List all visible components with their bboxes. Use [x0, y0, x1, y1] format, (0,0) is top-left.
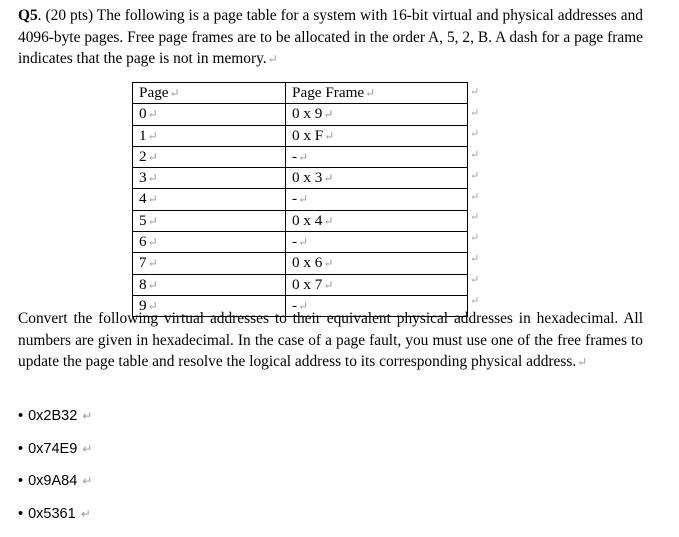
- question-label: Q5: [18, 7, 38, 24]
- page-frame-cell: [286, 168, 468, 189]
- address-value: 0x5361: [28, 506, 76, 522]
- bullet-icon: •: [18, 473, 24, 489]
- cell-text: 4: [139, 190, 147, 208]
- page-number-cell: [133, 104, 286, 125]
- table-row: [133, 125, 468, 146]
- page-number-cell: [133, 146, 286, 167]
- table-row: [133, 168, 468, 189]
- row-end-mark-icon: ↵: [470, 274, 480, 287]
- address-item: [18, 504, 91, 524]
- cell-text: -: [292, 233, 298, 251]
- cell-mark-icon: ↵: [323, 107, 334, 122]
- cell-text: 9: [139, 296, 147, 314]
- paragraph-mark-icon: ↵: [80, 507, 91, 521]
- row-end-mark-icon: ↵: [470, 232, 480, 245]
- cell-mark-icon: ↵: [147, 298, 158, 313]
- row-end-mark-icon: ↵: [470, 295, 480, 307]
- page-number-cell: [133, 125, 286, 146]
- address-value: 0x9A84: [28, 473, 78, 489]
- cell-mark-icon: ↵: [365, 86, 376, 100]
- cell-mark-icon: ↵: [147, 171, 158, 186]
- table-row: [133, 210, 468, 231]
- page-number-cell: [133, 274, 286, 295]
- cell-mark-icon: ↵: [298, 298, 309, 313]
- page-frame-cell: [286, 146, 468, 167]
- cell-text: 0 x 4: [292, 211, 323, 229]
- cell-text: 0: [139, 105, 147, 123]
- cell-mark-icon: ↵: [147, 277, 158, 292]
- cell-text: 5: [139, 211, 147, 229]
- table-row: [133, 104, 468, 125]
- row-end-mark-icon: ↵: [470, 190, 480, 203]
- address-value: 0x2B32: [28, 408, 78, 424]
- question-paragraph: [18, 5, 643, 71]
- cell-mark-icon: ↵: [147, 192, 158, 207]
- page-frame-cell: [286, 104, 468, 125]
- cell-text: 2: [139, 147, 147, 165]
- cell-text: -: [292, 296, 298, 314]
- cell-text: 8: [139, 275, 147, 293]
- paragraph-mark-icon: ↵: [82, 409, 93, 423]
- address-value: 0x74E9: [28, 441, 78, 457]
- cell-text: -: [292, 147, 298, 165]
- address-item: [18, 471, 92, 491]
- cell-mark-icon: ↵: [298, 235, 309, 250]
- cell-text: Page: [139, 84, 169, 101]
- header-page: [133, 83, 286, 104]
- table-row: [133, 146, 468, 167]
- cell-mark-icon: ↵: [147, 256, 158, 271]
- page-number-cell: [133, 210, 286, 231]
- table-row: [133, 232, 468, 253]
- table-row: [133, 274, 468, 295]
- cell-mark-icon: ↵: [147, 235, 158, 250]
- page-number-cell: [133, 253, 286, 274]
- paragraph-mark-icon: ↵: [82, 474, 93, 488]
- cell-mark-icon: ↵: [147, 107, 158, 122]
- row-end-mark-icon: ↵: [470, 127, 480, 140]
- header-page-frame: [286, 83, 468, 104]
- cell-text: 0 x F: [292, 126, 324, 144]
- row-end-mark-icon: ↵: [470, 253, 480, 266]
- question-text: . (20 pts) The following is a page table for a system with 16-bit virtual and physical addresses and 4096-byte pages. Free page frames are to be allocated in the order A, 5, 2, B. A dash for a page frame indicates that the page is not in memory.: [18, 7, 643, 67]
- page-frame-cell: [286, 274, 468, 295]
- row-end-mark-icon: ↵: [470, 106, 480, 119]
- row-end-mark-icon: ↵: [470, 86, 480, 98]
- bullet-icon: •: [18, 408, 24, 424]
- instructions-paragraph: [18, 308, 643, 374]
- cell-text: 0 x 7: [292, 275, 323, 293]
- table-row: [133, 189, 468, 210]
- cell-text: 7: [139, 254, 147, 272]
- cell-text: 6: [139, 233, 147, 251]
- page-frame-cell: [286, 210, 468, 231]
- page-frame-cell: [286, 189, 468, 210]
- cell-mark-icon: ↵: [169, 86, 180, 100]
- page-number-cell: [133, 189, 286, 210]
- row-end-mark-icon: ↵: [470, 148, 480, 161]
- cell-text: 1: [139, 126, 147, 144]
- instructions-text: Convert the following virtual addresses to their equivalent physical addresses in hexadecimal. All numbers are given in hexadecimal. In the case of a page fault, you must use one of the free frames to update the page table and resolve the logical address to its corresponding physical address.: [18, 310, 643, 370]
- paragraph-mark-icon: ↵: [82, 442, 93, 456]
- page-frame-cell: [286, 253, 468, 274]
- table-row: [133, 253, 468, 274]
- page-frame-cell: [286, 232, 468, 253]
- cell-text: -: [292, 190, 298, 208]
- cell-mark-icon: ↵: [323, 277, 334, 292]
- bullet-icon: •: [18, 441, 24, 457]
- page-frame-cell: [286, 125, 468, 146]
- row-end-mark-icon: ↵: [470, 211, 480, 224]
- paragraph-mark-icon: ↵: [577, 355, 588, 369]
- page-number-cell: [133, 168, 286, 189]
- cell-mark-icon: ↵: [323, 213, 334, 228]
- cell-mark-icon: ↵: [324, 128, 335, 143]
- address-item: [18, 439, 92, 459]
- table-header-row: [133, 83, 468, 104]
- cell-mark-icon: ↵: [323, 171, 334, 186]
- cell-text: 0 x 6: [292, 254, 323, 272]
- page-number-cell: [133, 232, 286, 253]
- cell-mark-icon: ↵: [298, 149, 309, 164]
- bullet-icon: •: [18, 506, 24, 522]
- cell-text: Page Frame: [292, 84, 365, 101]
- cell-mark-icon: ↵: [323, 256, 334, 271]
- address-item: [18, 406, 92, 426]
- cell-mark-icon: ↵: [147, 149, 158, 164]
- cell-text: 3: [139, 169, 147, 187]
- cell-mark-icon: ↵: [147, 213, 158, 228]
- cell-mark-icon: ↵: [147, 128, 158, 143]
- page-table: [132, 82, 468, 317]
- cell-text: 0 x 9: [292, 105, 323, 123]
- cell-mark-icon: ↵: [298, 192, 309, 207]
- row-end-mark-icon: ↵: [470, 169, 480, 182]
- cell-text: 0 x 3: [292, 169, 323, 187]
- paragraph-mark-icon: ↵: [267, 52, 278, 66]
